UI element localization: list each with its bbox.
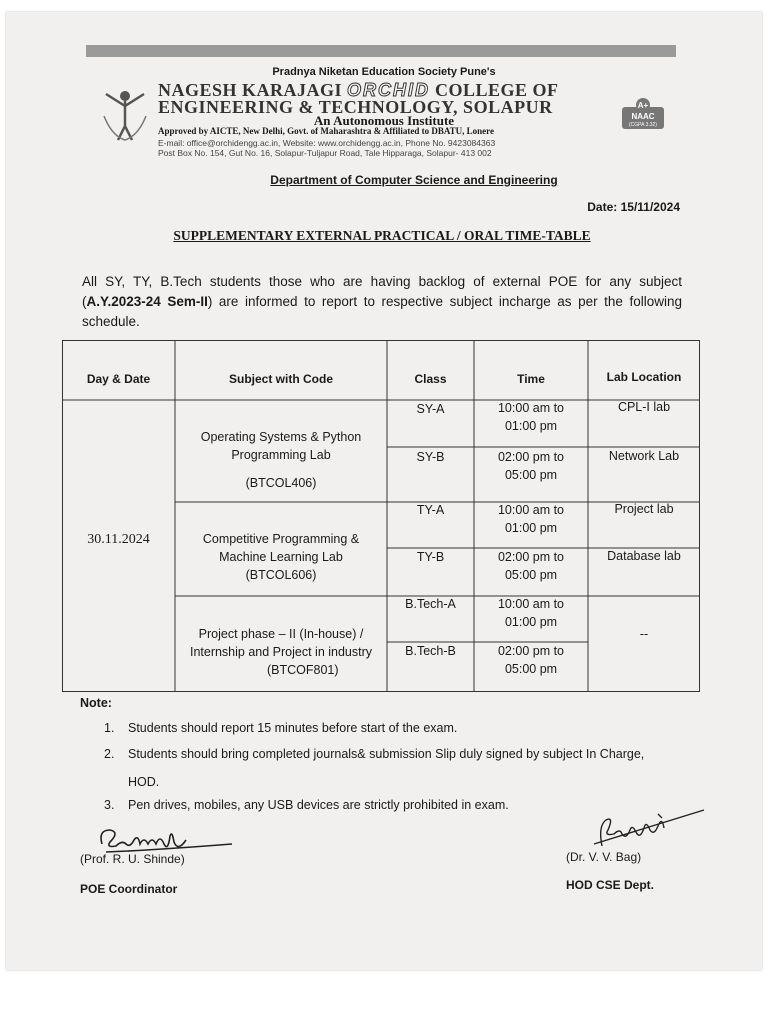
college-name-part: NAGESH KARAJAGI (158, 80, 348, 100)
time-end: 01:00 pm (504, 419, 558, 433)
lab-cell: Database lab (607, 549, 681, 563)
note-number: 1. (104, 721, 115, 735)
note-item (104, 775, 159, 789)
time-start: 02:00 pm to (497, 450, 564, 464)
intro-paragraph (82, 272, 682, 332)
time-start: 02:00 pm to (497, 550, 564, 564)
subject-name: Operating Systems & Python Programming Lab (200, 430, 362, 462)
exam-date: 30.11.2024 (87, 532, 150, 547)
time-end: 05:00 pm (504, 468, 558, 482)
header-lab-location: Lab Location (606, 370, 682, 384)
note-label: Note: (80, 696, 112, 710)
class-cell: B.Tech-B (405, 644, 456, 658)
department-heading: Department of Computer Science and Engineering (270, 173, 558, 187)
college-name-line2: ENGINEERING & TECHNOLOGY, SOLAPUR (158, 97, 553, 117)
note-text: Students should bring completed journals& submission Slip duly signed by subject In Charge, (128, 747, 645, 761)
intro-text: All SY, TY, B.Tech students those who are having backlog of external POE for any subject ( (82, 274, 682, 309)
time-start: 10:00 am to (497, 503, 564, 517)
note-item (104, 798, 509, 812)
class-cell: B.Tech-A (405, 597, 456, 611)
intro-text: ) are informed to report to respective subject incharge as per the following schedule. (82, 294, 682, 329)
naac-cgpa: (CGPA 3.32) (629, 122, 657, 128)
note-number: 3. (104, 798, 115, 812)
time-end: 05:00 pm (504, 568, 558, 582)
time-start: 02:00 pm to (497, 644, 564, 658)
header-subject: Subject with Code (228, 372, 333, 386)
class-cell: SY-A (416, 402, 445, 416)
timetable-title: SUPPLEMENTARY EXTERNAL PRACTICAL / ORAL TIME-TABLE (173, 228, 591, 243)
time-start: 10:00 am to (497, 401, 564, 415)
intro-academic-year: A.Y.2023-24 Sem-II (86, 294, 208, 309)
notice-date: Date: 15/11/2024 (587, 200, 680, 214)
hod-signature-icon (592, 806, 708, 850)
college-name-orchid: ORCHID (347, 80, 431, 100)
hod-role: HOD CSE Dept. (566, 878, 655, 892)
naac-grade: A+ (637, 101, 649, 110)
lab-cell: CPL-I lab (617, 400, 671, 414)
contact-line: E-mail: office@orchidengg.ac.in, Website: www.orchidengg.ac.in, Phone No. 9423084363 (158, 138, 496, 148)
lab-cell: Project lab (614, 502, 674, 516)
address-line: Post Box No. 154, Gut No. 16, Solapur-Tuljapur Road, Tale Hipparaga, Solapur- 413 002 (158, 148, 492, 158)
note-number: 2. (104, 747, 115, 761)
note-text: Pen drives, mobiles, any USB devices are strictly prohibited in exam. (128, 798, 509, 812)
subject-name: Competitive Programming & Machine Learning Lab (202, 532, 360, 564)
subject-code: (BTCOL406) (245, 476, 317, 490)
subject-code: (BTCOF801) (267, 663, 339, 677)
time-end: 01:00 pm (504, 521, 558, 535)
header-bar (86, 45, 676, 57)
timetable (62, 340, 700, 692)
note-item (104, 721, 457, 735)
coordinator-role: POE Coordinator (80, 882, 178, 896)
hod-name: (Dr. V. V. Bag) (566, 850, 642, 864)
note-text: HOD. (128, 775, 160, 789)
college-name-part: COLLEGE OF (430, 80, 559, 100)
time-end: 01:00 pm (504, 615, 558, 629)
class-cell: SY-B (416, 450, 445, 464)
lab-cell-btech: -- (639, 627, 649, 641)
header-day-date: Day & Date (86, 372, 151, 386)
autonomous-label: An Autonomous Institute (313, 113, 455, 128)
time-start: 10:00 am to (497, 597, 564, 611)
approval-line: Approved by AICTE, New Delhi, Govt. of Maharashtra & Affiliated to DBATU, Lonere (158, 126, 494, 136)
lab-cell: Network Lab (608, 449, 680, 463)
header-class: Class (414, 372, 447, 386)
naac-badge-icon (620, 97, 666, 131)
note-item (104, 747, 644, 761)
class-cell: TY-B (416, 550, 445, 564)
coordinator-name: (Prof. R. U. Shinde) (80, 852, 185, 866)
class-cell: TY-A (416, 503, 445, 517)
subject-name: Project phase – II (In-house) / Internship and Project in industry (189, 627, 373, 659)
header-time: Time (517, 372, 545, 386)
society-name: Pradnya Niketan Education Society Pune's (272, 66, 496, 78)
time-end: 05:00 pm (504, 662, 558, 676)
note-text: Students should report 15 minutes before start of the exam. (128, 721, 458, 735)
subject-code: (BTCOL606) (245, 568, 317, 582)
naac-label: NAAC (631, 112, 655, 121)
